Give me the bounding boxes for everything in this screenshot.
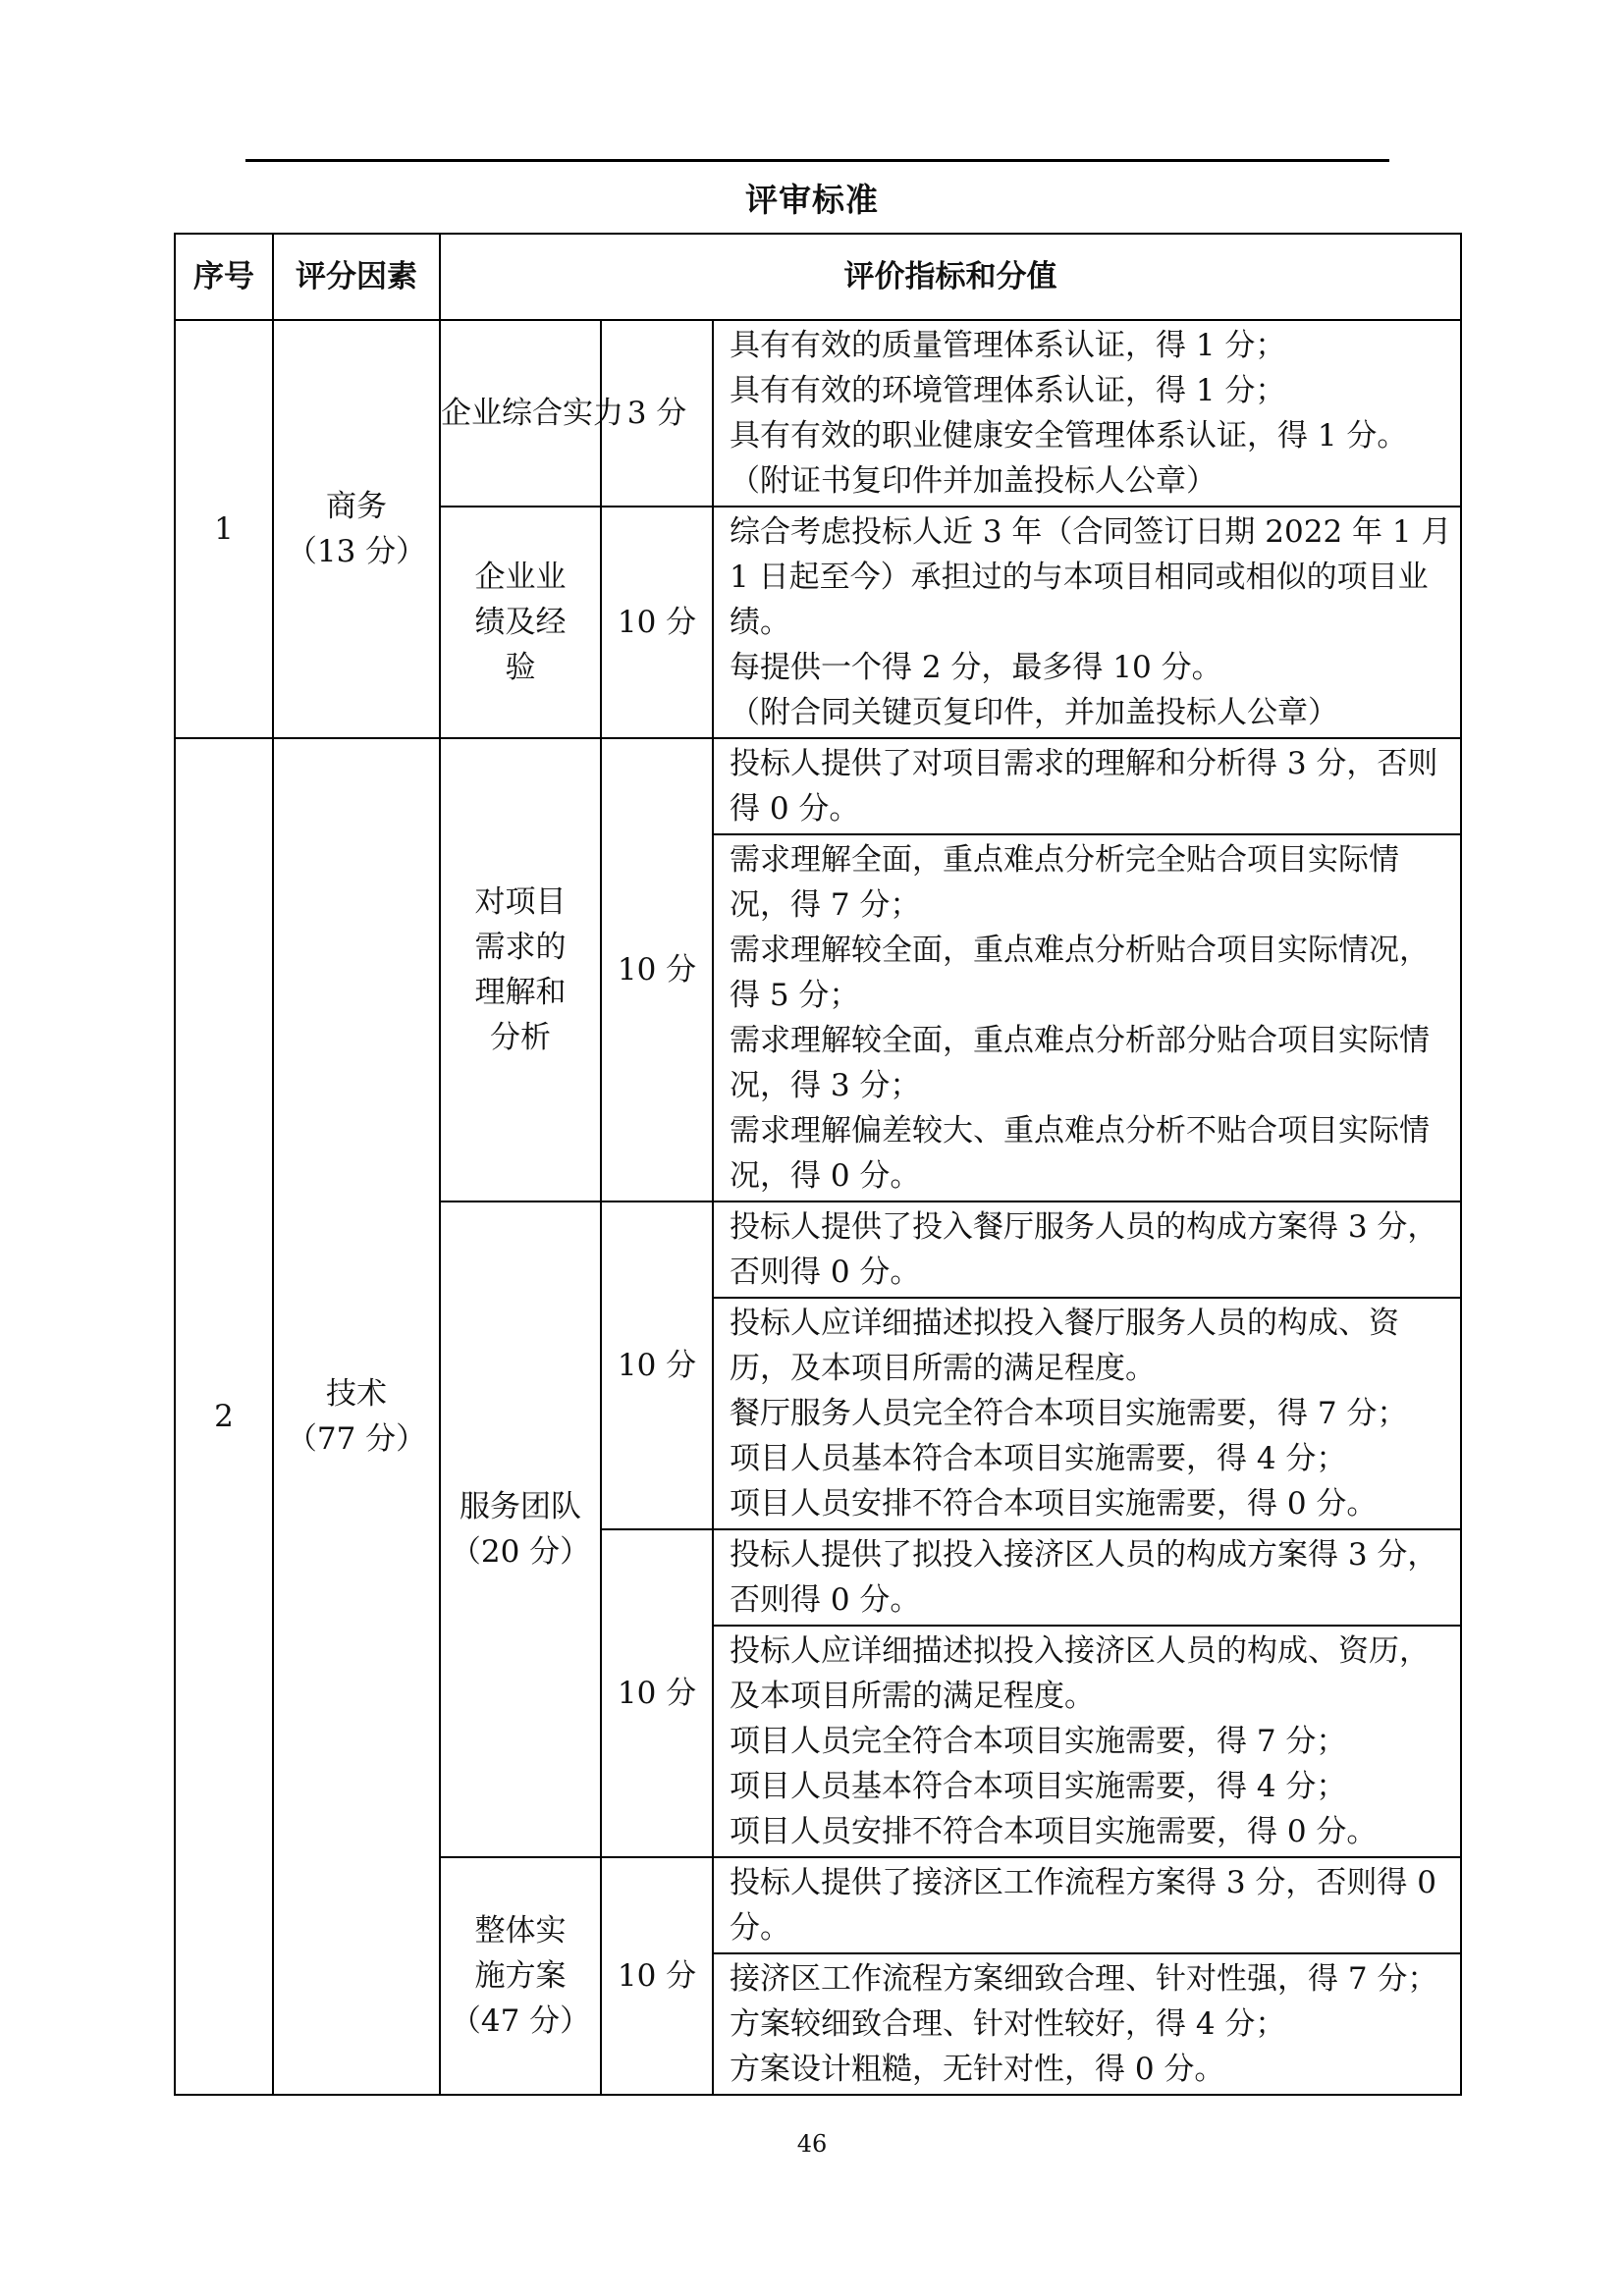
header-criteria: 评价指标和分值	[440, 234, 1461, 320]
item-desc: 投标人提供了对项目需求的理解和分析得 3 分，否则得 0 分。	[713, 738, 1461, 834]
item-score: 10 分	[601, 1201, 713, 1529]
group-factor-name: 技术	[326, 1376, 387, 1412]
item-desc: 接济区工作流程方案细致合理、针对性强，得 7 分； 方案较细致合理、针对性较好，得 4 分； 方案设计粗糙，无针对性，得 0 分。	[713, 1953, 1461, 2095]
group-factor-points: （77 分）	[286, 1421, 427, 1457]
header-rule	[245, 159, 1389, 162]
item-desc: 投标人提供了接济区工作流程方案得 3 分，否则得 0 分。	[713, 1857, 1461, 1953]
item-desc: 投标人应详细描述拟投入餐厅服务人员的构成、资历，及本项目所需的满足程度。 餐厅服务人员完全符合本项目实施需要，得 7 分； 项目人员基本符合本项目实施需要，得 4 分； 项目人员安排不符合本项目实施需要，得 0 分。	[713, 1298, 1461, 1529]
page-title: 评审标准	[745, 181, 879, 219]
scoring-table	[174, 233, 1462, 2096]
item-name: 服务团队 （20 分）	[440, 1201, 601, 1857]
item-score: 10 分	[601, 1857, 713, 2095]
group-factor	[273, 738, 440, 2095]
page-number: 46	[796, 2130, 828, 2158]
item-score: 10 分	[601, 738, 713, 1201]
item-score: 10 分	[601, 1529, 713, 1857]
item-desc: 投标人应详细描述拟投入接济区人员的构成、资历，及本项目所需的满足程度。 项目人员完全符合本项目实施需要，得 7 分； 项目人员基本符合本项目实施需要，得 4 分； 项目人员安排不符合本项目实施需要，得 0 分。	[713, 1626, 1461, 1857]
item-desc: 投标人提供了拟投入接济区人员的构成方案得 3 分，否则得 0 分。	[713, 1529, 1461, 1626]
header-factor: 评分因素	[273, 234, 440, 320]
item-score: 10 分	[601, 507, 713, 738]
item-name: 企业业绩及经验	[440, 507, 601, 738]
table-row	[175, 738, 1461, 834]
group-factor-name: 商务	[326, 489, 387, 524]
item-desc: 投标人提供了投入餐厅服务人员的构成方案得 3 分，否则得 0 分。	[713, 1201, 1461, 1298]
group-factor-points: （13 分）	[286, 534, 427, 569]
item-name: 整体实施方案 （47 分）	[440, 1857, 601, 2095]
header-no: 序号	[175, 234, 273, 320]
item-name: 企业综合实力	[440, 320, 601, 507]
item-desc: 需求理解全面，重点难点分析完全贴合项目实际情况，得 7 分； 需求理解较全面，重点难点分析贴合项目实际情况，得 5 分； 需求理解较全面，重点难点分析部分贴合项目实际情况，得 3 分； 需求理解偏差较大、重点难点分析不贴合项目实际情况，得 0 分。	[713, 834, 1461, 1201]
item-desc: 具有有效的质量管理体系认证，得 1 分； 具有有效的环境管理体系认证，得 1 分； 具有有效的职业健康安全管理体系认证，得 1 分。 （附证书复印件并加盖投标人公章）	[713, 320, 1461, 507]
item-desc: 综合考虑投标人近 3 年（合同签订日期 2022 年 1 月 1 日起至今）承担过的与本项目相同或相似的项目业绩。 每提供一个得 2 分，最多得 10 分。 （附合同关键页复印件，并加盖投标人公章）	[713, 507, 1461, 738]
group-factor	[273, 320, 440, 738]
table-header-row	[175, 234, 1461, 320]
item-name: 对项目需求的理解和分析	[440, 738, 601, 1201]
table-row	[175, 320, 1461, 507]
group-no: 1	[175, 320, 273, 738]
item-score: 3 分	[601, 320, 713, 507]
group-no: 2	[175, 738, 273, 2095]
